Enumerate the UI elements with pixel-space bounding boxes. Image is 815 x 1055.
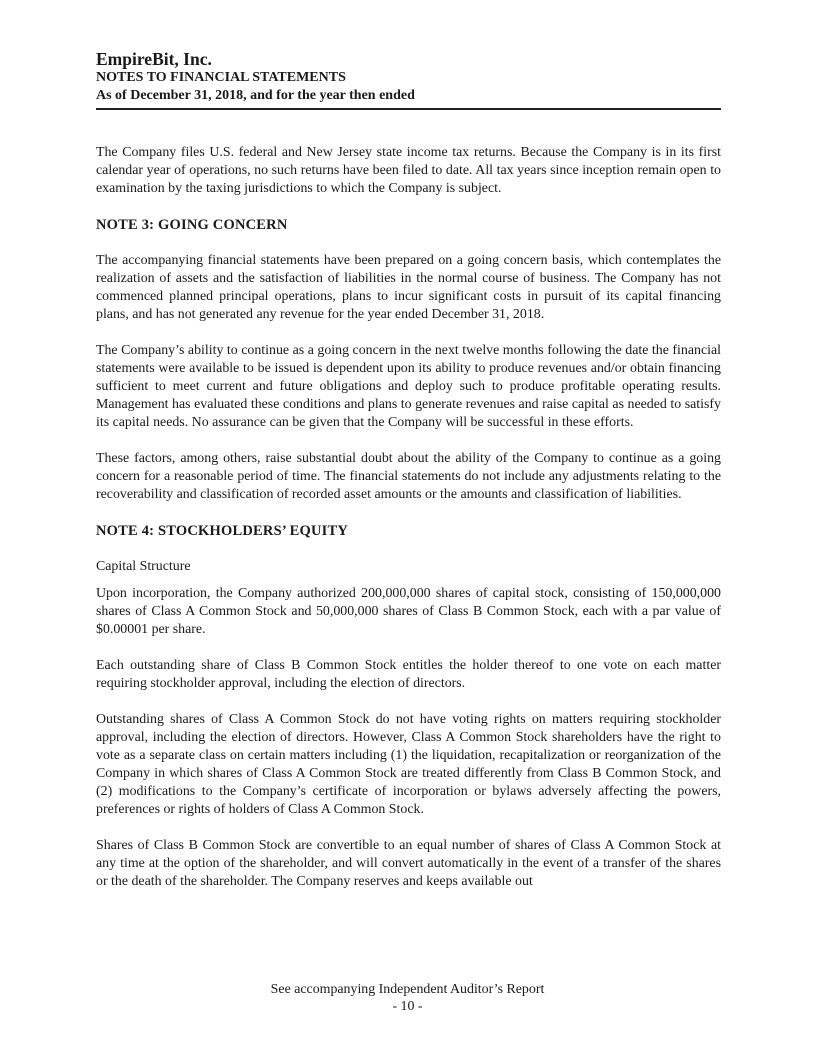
note-4-paragraph: Outstanding shares of Class A Common Stock do not have voting rights on matters requiring stockholder approval, including the election of directors. However, Class A Common Stock shareholders have the right to vote as a separate class on certain matters including (1) the liquidation, recapitalization or reorganization of the Company in which shares of Class A Common Stock are treated differently from Class B Common Stock, and (2) modifications to the Company’s certificate of incorporation or bylaws adversely affecting the powers, preferences or rights of holders of Class A Common Stock. [96,712,721,817]
company-name: EmpireBit, Inc. [96,49,212,69]
document-page [96,50,721,891]
page-header [96,50,721,110]
tax-returns-paragraph: The Company files U.S. federal and New Jersey state income tax returns. Because the Company is in its first calendar year of operations, no such returns have been filed to date. All tax years since inception remain open to examination by the taxing jurisdictions to which the Company is subject. [96,145,721,196]
note-4-heading: NOTE 4: STOCKHOLDERS’ EQUITY [96,523,349,539]
note-3-paragraph: These factors, among others, raise substantial doubt about the ability of the Company to continue as a going concern for a reasonable period of time. The financial statements do not include any adjustments relating to the recoverability and classification of recorded asset amounts or the amounts and classification of liabilities. [96,451,721,502]
note-4-paragraph: Upon incorporation, the Company authorized 200,000,000 shares of capital stock, consisting of 150,000,000 shares of Class A Common Stock and 50,000,000 shares of Class B Common Stock, each with a par value of $0.00001 per share. [96,586,721,637]
note-3-paragraph: The Company’s ability to continue as a going concern in the next twelve months following the date the financial statements were available to be issued is dependent upon its ability to produce revenues and/or obtain financing sufficient to meet current and future obligations and deploy such to produce profitable operating results. Management has evaluated these conditions and plans to generate revenues and raise capital as needed to satisfy its capital needs. No assurance can be given that the Company will be successful in these efforts. [96,343,721,430]
header-divider [96,108,721,110]
note-3-heading: NOTE 3: GOING CONCERN [96,217,288,233]
auditor-report-note: See accompanying Independent Auditor’s Report [270,982,545,997]
note-4-paragraph: Shares of Class B Common Stock are convertible to an equal number of shares of Class A Common Stock at any time at the option of the shareholder, and will convert automatically in the event of a transfer of the shares or the death of the shareholder. The Company reserves and keeps available out [96,838,721,889]
page-footer [0,981,815,1015]
document-title: NOTES TO FINANCIAL STATEMENTS [96,70,346,85]
reporting-period: As of December 31, 2018, and for the year then ended [96,88,415,103]
note-3-paragraph: The accompanying financial statements have been prepared on a going concern basis, which contemplates the realization of assets and the satisfaction of liabilities in the normal course of business. The Company has not commenced planned principal operations, plans to incur significant costs in pursuit of its capital financing plans, and has not generated any revenue for the year ended December 31, 2018. [96,253,721,322]
capital-structure-subheading: Capital Structure [96,559,191,574]
note-4-paragraph: Each outstanding share of Class B Common Stock entitles the holder thereof to one vote on each matter requiring stockholder approval, including the election of directors. [96,658,721,691]
page-number: - 10 - [392,999,423,1014]
